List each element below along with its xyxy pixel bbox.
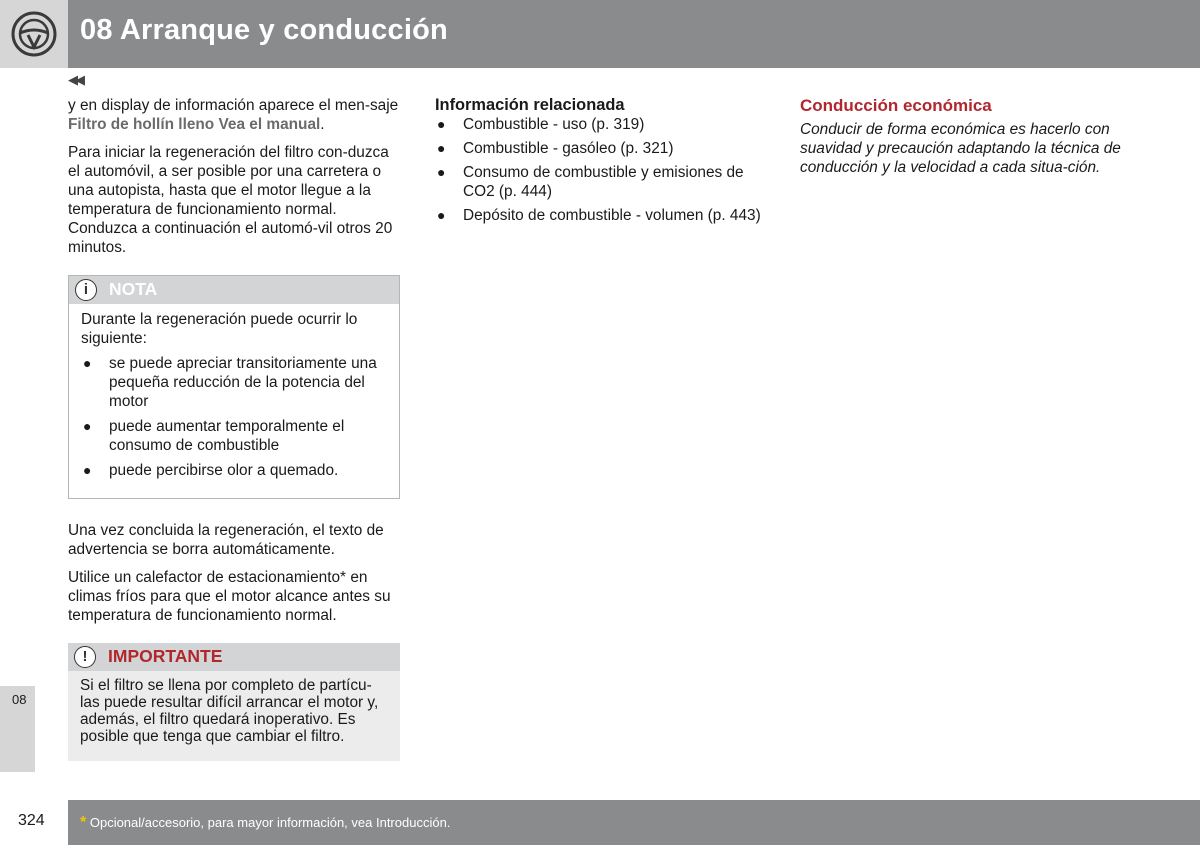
- nota-intro: Durante la regeneración puede ocurrir lo siguiente:: [81, 311, 358, 347]
- related-link-text[interactable]: Consumo de combustible y emisiones de CO2 (p. 444): [463, 164, 744, 200]
- nota-list: [81, 354, 388, 480]
- header-icon-box: [0, 0, 68, 68]
- related-info-heading: Información relacionada: [435, 96, 625, 114]
- back-arrows-icon[interactable]: ◀◀: [68, 72, 82, 87]
- paragraph-filter-message: [68, 96, 400, 134]
- importante-title: IMPORTANTE: [108, 646, 223, 666]
- page-number: 324: [18, 812, 45, 829]
- list-item: [81, 461, 388, 480]
- footer-note-text: Opcional/accesorio, para mayor información, vea Introducción.: [86, 815, 451, 830]
- list-item-text: puede percibirse olor a quemado.: [109, 462, 339, 479]
- column-right: [800, 96, 1145, 186]
- bullet-icon: ●: [83, 418, 92, 434]
- paragraph-text: y en display de información aparece el men-saje: [68, 97, 399, 114]
- bullet-icon: ●: [437, 164, 446, 180]
- importante-header: [68, 643, 400, 671]
- nota-body: [69, 304, 399, 498]
- related-link[interactable]: [435, 115, 775, 134]
- importante-text: Si el filtro se llena por completo de partícu-las puede resultar difícil arrancar el motor y, además, el filtro quedará inoperativo. Es posible que tenga que cambiar el filtro.: [80, 677, 379, 745]
- importante-body: [68, 671, 400, 761]
- bullet-icon: ●: [437, 207, 446, 223]
- paragraph-text-end: .: [320, 116, 325, 133]
- section-title: Conducción económica: [800, 96, 992, 115]
- related-link-text[interactable]: Combustible - uso (p. 319): [463, 116, 645, 133]
- bullet-icon: ●: [83, 355, 92, 371]
- steering-wheel-icon: [0, 0, 68, 68]
- related-info-list: [435, 115, 775, 225]
- related-link[interactable]: [435, 139, 775, 158]
- warning-icon: !: [74, 646, 96, 668]
- related-link-text[interactable]: Combustible - gasóleo (p. 321): [463, 140, 674, 157]
- footer-note: [80, 814, 450, 832]
- nota-title: NOTA: [109, 279, 158, 299]
- paragraph-regeneration: Para iniciar la regeneración del filtro con-duzca el automóvil, a ser posible por una carretera o una autopista, hasta que el motor llegue a la temperatura de funcionamiento normal. Conduzca a continuación el automó-vil otros 20 minutos.: [68, 144, 393, 256]
- info-icon: i: [75, 279, 97, 301]
- related-link[interactable]: [435, 206, 775, 225]
- display-message-text: Filtro de hollín lleno Vea el manual: [68, 116, 321, 133]
- bullet-icon: ●: [437, 140, 446, 156]
- importante-box: [68, 643, 400, 761]
- paragraph-parking-heater: Utilice un calefactor de estacionamiento* en climas fríos para que el motor alcance antes su temperatura de funcionamiento normal.: [68, 569, 391, 624]
- list-item: [81, 354, 388, 411]
- bullet-icon: ●: [437, 116, 446, 132]
- related-link[interactable]: [435, 163, 775, 201]
- section-intro: Conducir de forma económica es hacerlo con suavidad y precaución adaptando la técnica de conducción y la velocidad a cada situa-ción.: [800, 121, 1121, 176]
- related-link-text[interactable]: Depósito de combustible - volumen (p. 443): [463, 207, 761, 224]
- nota-header: [69, 276, 399, 304]
- nota-box: [68, 275, 400, 499]
- column-left: [68, 96, 400, 783]
- list-item-text: se puede apreciar transitoriamente una pequeña reducción de la potencia del motor: [109, 355, 377, 410]
- paragraph-after-regeneration: Una vez concluida la regeneración, el texto de advertencia se borra automáticamente.: [68, 522, 384, 558]
- bullet-icon: ●: [83, 462, 92, 478]
- column-middle: [435, 96, 775, 230]
- list-item: [81, 417, 388, 455]
- asterisk-icon: *: [80, 814, 87, 831]
- list-item-text: puede aumentar temporalmente el consumo de combustible: [109, 418, 345, 454]
- chapter-tab-label: 08: [12, 692, 27, 707]
- page-title: 08 Arranque y conducción: [80, 14, 448, 46]
